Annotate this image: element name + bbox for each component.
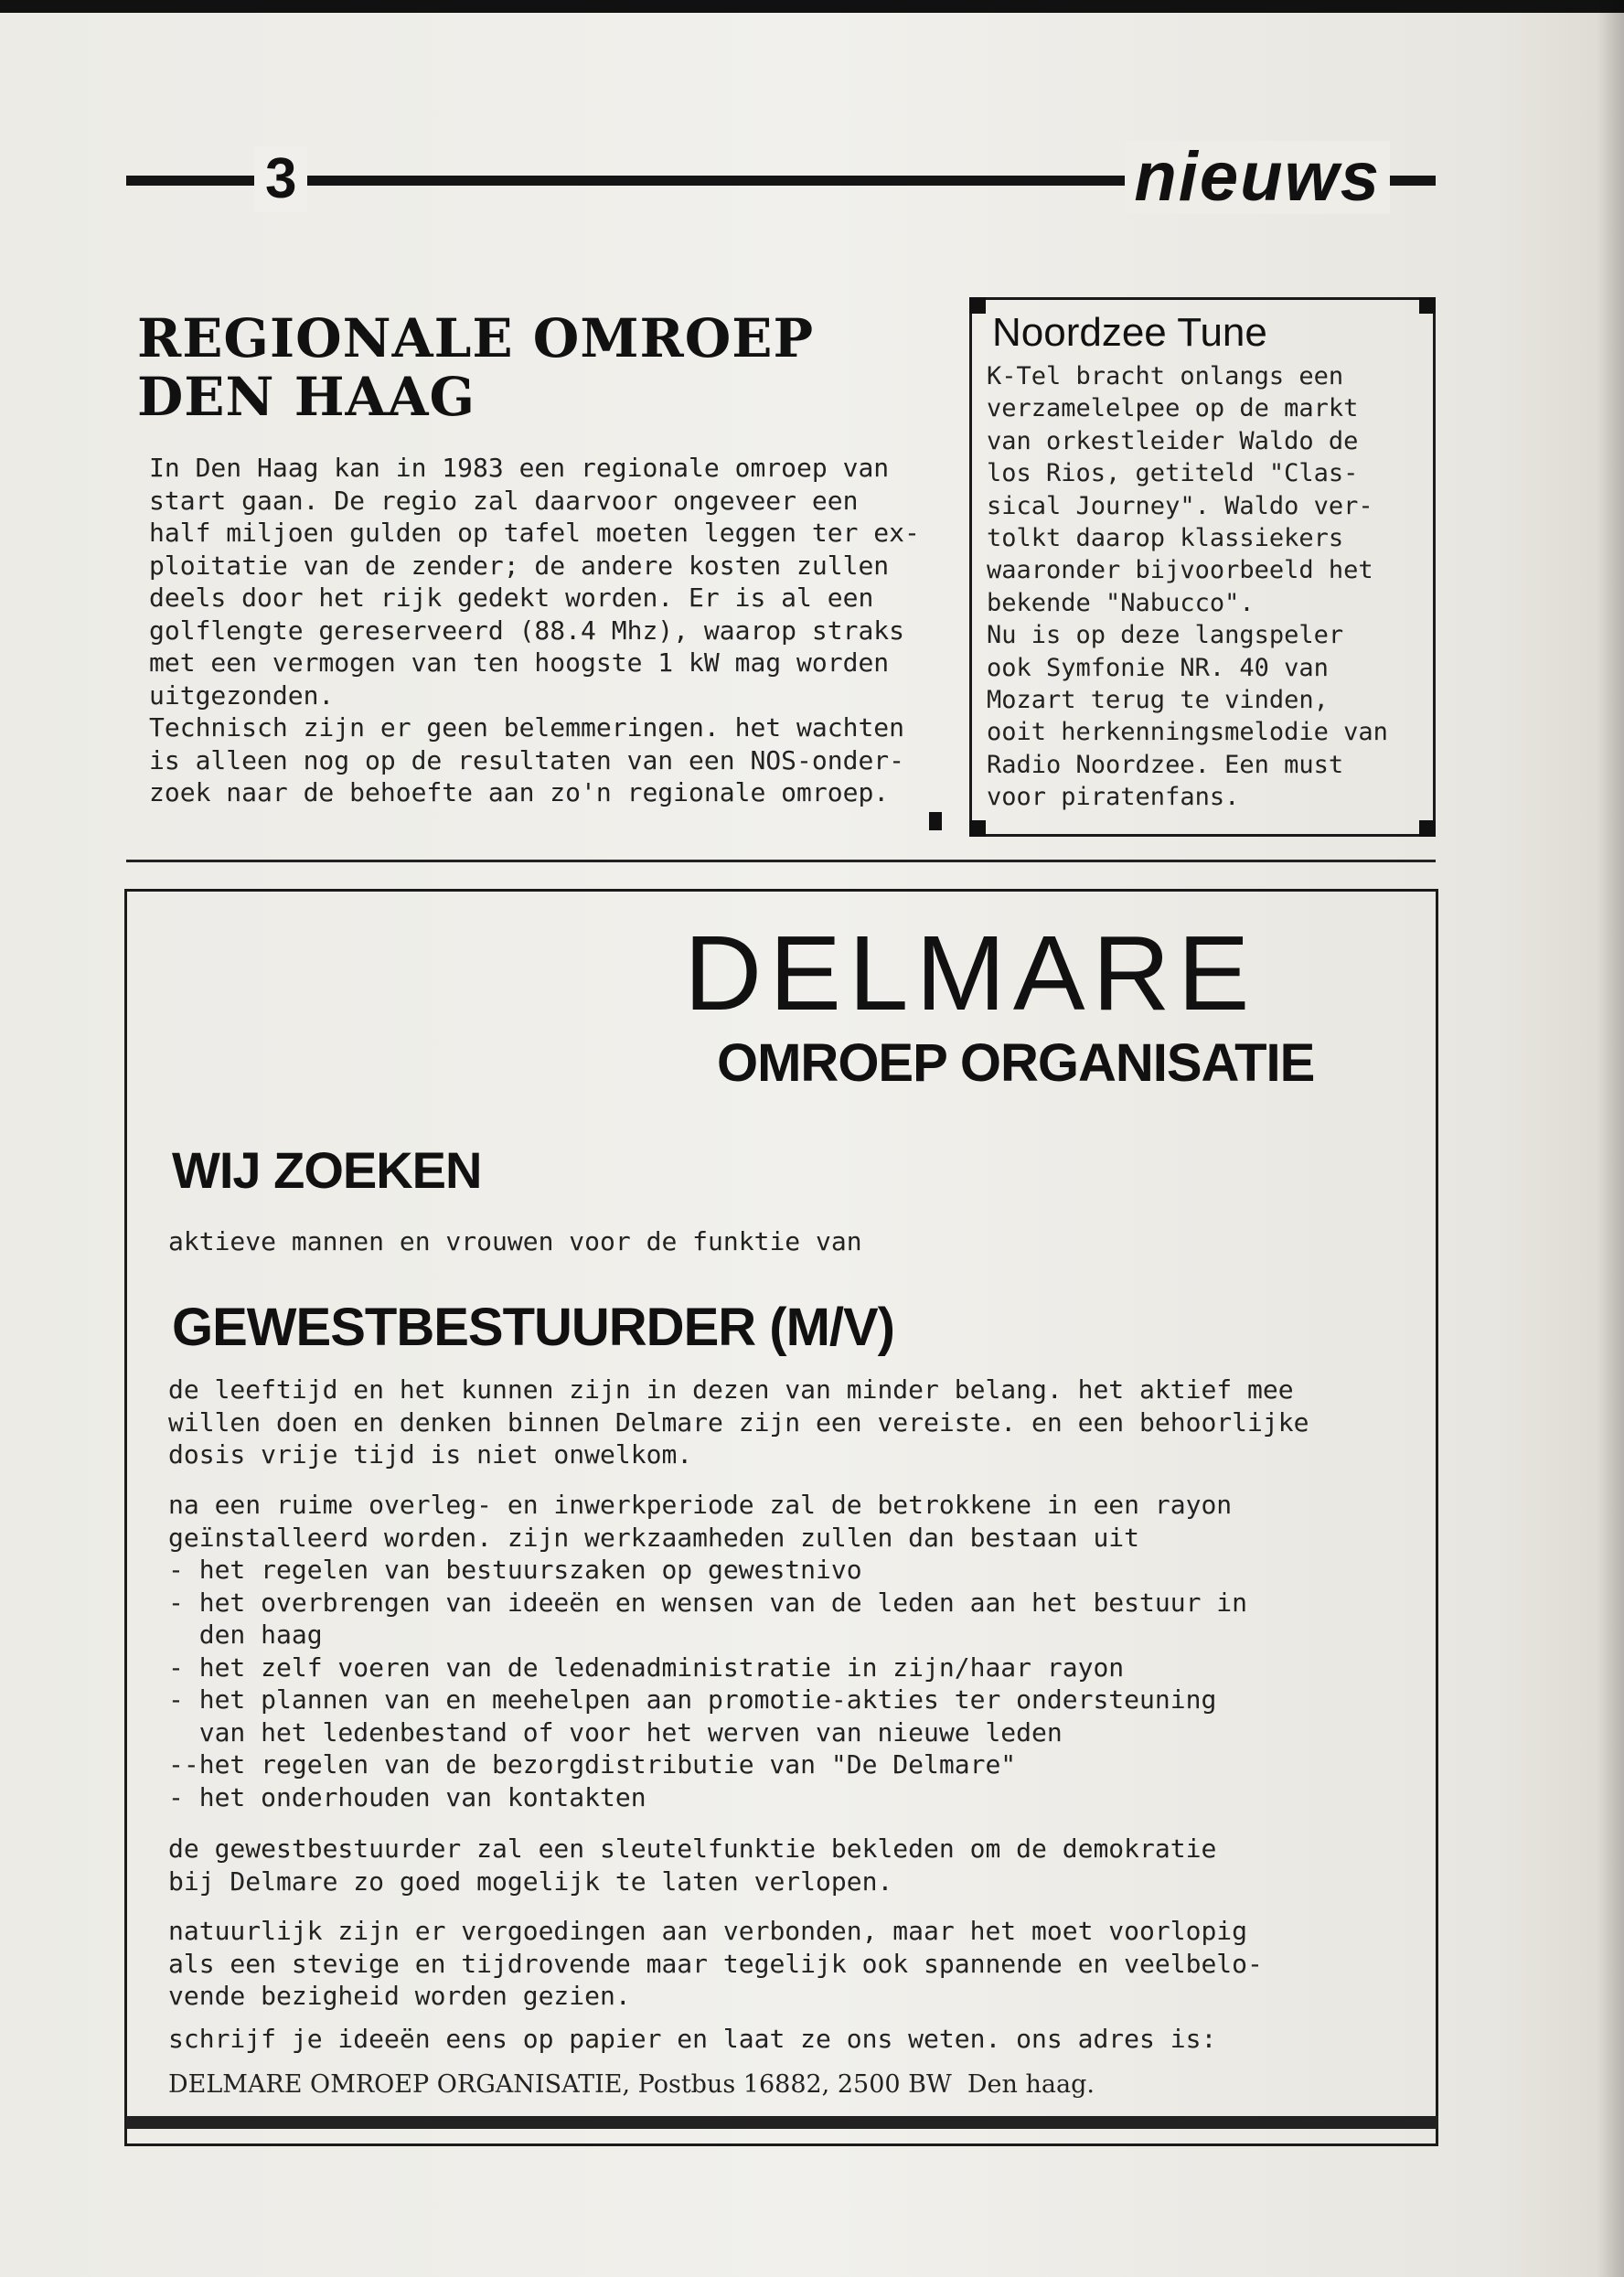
sidebar-title: Noordzee Tune [992, 310, 1267, 355]
article-title [137, 309, 942, 426]
ad-paragraph-compensation: natuurlijk zijn er vergoedingen aan verbonden, maar het moet voorlopig als een stevige en tijdrovende maar tegelijk ook spannende en veelbelo- vende bezigheid worden gezien. [168, 1916, 1263, 2011]
article-body: In Den Haag kan in 1983 een regionale omroep van start gaan. De regio zal daarvoor ongeveer een half miljoen gulden op tafel moeten leggen ter ex- ploitatie van de zender; de andere kosten zullen deels door het rijk gedekt worden. Er is al een golflengte gereserveerd (88.4 Mhz), waarop straks met een vermogen van ten hoogste 1 kW mag worden uitgezonden. Technisch zijn er geen belemmeringen. het wachten is alleen nog op de resultaten van een NOS-onder- zoek naar de behoefte aan zo'n regionale omroep. [149, 453, 920, 807]
page-header [126, 138, 1436, 216]
article-title-line1: REGIONALE OMROEP [137, 307, 815, 369]
box-corner-mark [1419, 297, 1436, 314]
ad-paragraph-contact: schrijf je ideeën eens op papier en laat ze ons weten. ons adres is: [168, 2024, 1217, 2054]
ad-subheading: aktieve mannen en vrouwen voor de funktie van [168, 1226, 862, 1256]
brand-subtitle: OMROEP ORGANISATIE [717, 1033, 1315, 1093]
page-binding-shadow [1597, 0, 1624, 2277]
ad-heading: WIJ ZOEKEN [172, 1141, 482, 1199]
section-title: nieuws [1125, 141, 1390, 214]
article-regional-broadcaster [137, 309, 942, 809]
brand-logo-text: DELMARE [684, 914, 1257, 1033]
ad-paragraph-role: de gewestbestuurder zal een sleutelfunktie bekleden om de demokratie bij Delmare zo goed mogelijk te laten verlopen. [168, 1833, 1217, 1897]
sidebar-body: K-Tel bracht onlangs een verzamelelpee op de markt van orkestleider Waldo de los Rios, getiteld "Clas- sical Journey". Waldo ver- tolkt daarop klassiekers waaronder bijvoorbeeld het bekende "Nabucco". Nu is op deze langspeler ook Symfonie NR. 40 van Mozart terug te vinden, ooit herkenningsmelodie van Radio Noordzee. Een must voor piratenfans. [987, 362, 1388, 812]
article-title-line2: DEN HAAG [137, 366, 476, 428]
job-title: GEWESTBESTUURDER (M/V) [172, 1298, 894, 1357]
page-number: 3 [254, 146, 307, 212]
box-corner-mark [969, 820, 986, 837]
article-end-mark [929, 812, 942, 830]
ad-address: DELMARE OMROEP ORGANISATIE, Postbus 16882, 2500 BW Den haag. [168, 2070, 1095, 2099]
ad-paragraph-duties: na een ruime overleg- en inwerkperiode zal de betrokkene in een rayon geïnstalleerd worden. zijn werkzaamheden zullen dan bestaan uit - het regelen van bestuurszaken op gewestnivo - het overbrengen van ideeën en wensen van de leden aan het bestuur in den haag - het zelf voeren van de ledenadministratie in zijn/haar rayon - het plannen van en meehelpen aan promotie-akties ter ondersteuning van het ledenbestand of voor het werven van nieuwe leden --het regelen van de bezorgdistributie van "De Delmare" - het onderhouden van kontakten [168, 1490, 1248, 1812]
scan-top-edge [0, 0, 1624, 13]
sidebar-noordzee-tune [969, 297, 1436, 837]
box-corner-mark [969, 297, 986, 314]
ad-paragraph-requirements: de leeftijd en het kunnen zijn in dezen van minder belang. het aktief mee willen doen en denken binnen Delmare zijn een vereiste. en een behoorlijke dosis vrije tijd is niet onwelkom. [168, 1374, 1309, 1470]
section-divider [126, 860, 1436, 862]
box-corner-mark [1419, 820, 1436, 837]
ad-bottom-bar [126, 2116, 1438, 2129]
